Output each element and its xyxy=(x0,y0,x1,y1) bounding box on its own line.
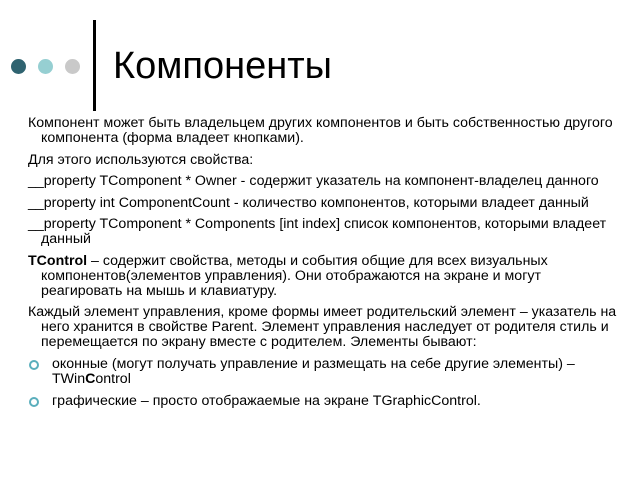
bullet-ring-icon xyxy=(29,360,39,370)
bullet-windowed-bold-letter: C xyxy=(85,370,96,387)
bullet-graphic-text: графические – просто отображаемые на экране TGraphicControl. xyxy=(52,392,481,409)
title-decoration-dots xyxy=(11,59,83,75)
dot-dark xyxy=(11,59,26,74)
paragraph-ownership: Компонент может быть владельцем других компонентов и быть собственностью другого компонента (форма владеет кнопками). xyxy=(28,115,613,146)
tcontrol-description: – содержит свойства, методы и события общие для всех визуальных компонентов(элементов управления). Они отображаются на экране и могут реагировать на мышь и клавиатуру. xyxy=(41,252,548,299)
tcontrol-term: TControl xyxy=(28,252,88,269)
bullet-windowed-suffix: ontrol xyxy=(95,370,131,387)
bullet-windowed-text: оконные (могут получать управление и размещать на себе другие элементы) – TWin xyxy=(52,355,575,387)
paragraph-tcontrol xyxy=(28,254,618,299)
paragraph-properties-intro: Для этого используются свойства: xyxy=(28,151,254,168)
paragraph-componentcount-property: __property int ComponentCount - количество компонентов, которыми владеет данный xyxy=(28,194,589,211)
slide-title: Компоненты xyxy=(113,45,332,87)
title-divider-line xyxy=(93,20,96,111)
dot-teal xyxy=(38,59,53,74)
paragraph-parent: Каждый элемент управления, кроме формы имеет родительский элемент – указатель на него хранится в свойстве Parent. Элемент управления наследует от родителя стиль и перемещается по экрану вместе с родителем. Элементы бывают: xyxy=(28,304,617,350)
bullet-ring-icon xyxy=(29,397,39,407)
paragraph-components-property: __property TComponent * Components [int index] список компонентов, которыми владеет данный xyxy=(28,216,607,247)
slide-body xyxy=(28,116,618,416)
bullet-windowed xyxy=(28,357,618,387)
paragraph-owner-property: __property TComponent * Owner - содержит указатель на компонент-владелец данного xyxy=(28,173,599,189)
dot-gray xyxy=(65,59,80,74)
bullet-graphic xyxy=(28,394,618,409)
